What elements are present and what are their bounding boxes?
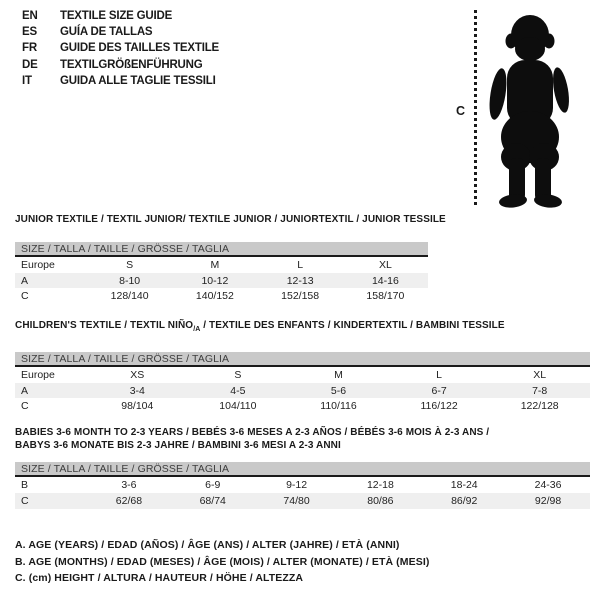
table-cell: 14-16 xyxy=(371,274,399,287)
language-list xyxy=(22,8,219,89)
table-cell: 18-24 xyxy=(450,479,478,491)
language-row-en xyxy=(22,8,219,24)
table-cell: M xyxy=(334,369,343,381)
table-cell: 104/110 xyxy=(219,400,257,412)
section-title: JUNIOR TEXTILE / TEXTIL JUNIOR/ TEXTILE JUNIOR / JUNIORTEXTIL / JUNIOR TESSILE xyxy=(15,214,446,225)
language-code: EN xyxy=(22,10,38,22)
table-cell: 152/158 xyxy=(281,290,320,302)
table-cell: 98/104 xyxy=(121,400,154,412)
table-cell: S xyxy=(234,369,242,381)
section-title-part: / TEXTILE DES ENFANTS / KINDERTEXTIL / BAMBINI TESSILE xyxy=(200,320,505,331)
table-cell: XS xyxy=(130,369,145,381)
note-age-years: A. AGE (YEARS) / EDAD (AÑOS) / ÂGE (ANS) / ALTER (JAHRE) / ETÀ (ANNI) xyxy=(15,539,400,551)
row-label: A xyxy=(21,384,29,397)
language-title: GUÍA DE TALLAS xyxy=(60,26,153,39)
language-code: DE xyxy=(22,58,38,71)
table-cell: 3-6 xyxy=(121,479,137,491)
row-label: A xyxy=(21,274,29,287)
table-row xyxy=(15,398,590,414)
language-code: FR xyxy=(22,42,37,55)
note-height: C. (cm) HEIGHT / ALTURA / HAUTEUR / HÖHE / ALTEZZA xyxy=(15,572,304,584)
baby-figure xyxy=(452,8,580,212)
table-cell: L xyxy=(297,259,304,271)
table-cell: S xyxy=(126,259,134,271)
table-cell: 140/152 xyxy=(195,290,234,302)
row-label: C xyxy=(21,400,29,412)
table-row xyxy=(15,273,428,288)
size-header-bar: SIZE / TALLA / TAILLE / GRÖSSE / TAGLIA xyxy=(15,462,590,477)
language-row-de xyxy=(22,57,219,73)
section-title-part: CHILDREN'S TEXTILE / TEXTIL NIÑO xyxy=(15,320,194,331)
row-label: C xyxy=(21,495,29,507)
section-title-line: BABYS 3-6 MONATE BIS 2-3 JAHRE / BAMBINI 3-6 MESI A 2-3 ANNI xyxy=(15,440,341,451)
legend-notes xyxy=(15,537,429,587)
row-label: Europe xyxy=(21,259,55,271)
table-cell: 86/92 xyxy=(451,495,478,507)
table-cell: 3-4 xyxy=(129,384,145,397)
row-label: B xyxy=(21,479,29,491)
section-title-subscript: /A xyxy=(193,326,201,333)
table-cell: 116/122 xyxy=(420,400,458,412)
table-cell: M xyxy=(210,259,220,271)
language-title: GUIDE DES TAILLES TEXTILE xyxy=(60,42,219,55)
height-measure-label: C xyxy=(456,104,466,118)
table-cell: 10-12 xyxy=(201,274,229,287)
table-cell: 74/80 xyxy=(283,495,310,507)
table-cell: 24-36 xyxy=(534,479,562,491)
language-title: TEXTILE SIZE GUIDE xyxy=(60,10,173,22)
section-junior xyxy=(15,214,446,304)
table-cell: 6-7 xyxy=(431,384,447,397)
table-cell: XL xyxy=(378,259,392,271)
table-cell: XL xyxy=(533,369,547,381)
language-title: TEXTILGRÖßENFÜHRUNG xyxy=(60,58,203,71)
table-row xyxy=(15,257,428,273)
table-cell: 92/98 xyxy=(534,495,562,507)
language-code: IT xyxy=(22,74,32,87)
size-header-bar: SIZE / TALLA / TAILLE / GRÖSSE / TAGLIA xyxy=(15,242,428,257)
section-title-line: BABIES 3-6 MONTH TO 2-3 YEARS / BEBÉS 3-6 MESES A 2-3 AÑOS / BÉBÉS 3-6 MOIS À 2-3 ANS / xyxy=(15,427,490,438)
table-cell: 12-18 xyxy=(366,479,394,491)
height-measure-line xyxy=(474,10,477,208)
baby-silhouette-icon xyxy=(482,10,578,210)
row-label: C xyxy=(21,290,29,302)
language-row-it xyxy=(22,73,219,89)
table-cell: 110/116 xyxy=(320,400,357,412)
table-cell: 6-9 xyxy=(205,479,221,491)
table-cell: 9-12 xyxy=(286,479,308,491)
table-cell: 12-13 xyxy=(286,274,314,287)
table-cell: 128/140 xyxy=(110,290,149,302)
language-row-fr xyxy=(22,40,219,56)
table-cell: 4-5 xyxy=(230,384,246,397)
table-cell: 68/74 xyxy=(199,495,226,507)
table-cell: 7-8 xyxy=(532,384,548,397)
table-cell: 80/86 xyxy=(367,495,394,507)
row-label: Europe xyxy=(21,369,55,381)
table-cell: 62/68 xyxy=(115,495,143,507)
table-cell: 122/128 xyxy=(520,400,559,412)
section-title xyxy=(15,320,590,336)
language-row-es xyxy=(22,24,219,40)
table-cell: L xyxy=(436,369,442,381)
table-row xyxy=(15,288,428,304)
table-cell: 158/170 xyxy=(366,290,405,302)
size-header-bar: SIZE / TALLA / TAILLE / GRÖSSE / TAGLIA xyxy=(15,352,590,367)
section-title xyxy=(15,426,590,452)
language-title: GUIDA ALLE TAGLIE TESSILI xyxy=(60,74,216,87)
note-age-months: B. AGE (MONTHS) / EDAD (MESES) / ÂGE (MOIS) / ALTER (MONATE) / ETÀ (MESI) xyxy=(15,555,430,568)
table-row xyxy=(15,383,590,398)
table-row xyxy=(15,477,590,493)
table-cell: 8-10 xyxy=(119,274,141,287)
section-babies xyxy=(15,426,590,509)
table-row xyxy=(15,493,590,509)
table-cell: 5-6 xyxy=(330,384,347,397)
table-row xyxy=(15,367,590,383)
language-code: ES xyxy=(22,26,37,39)
section-children xyxy=(15,320,590,414)
